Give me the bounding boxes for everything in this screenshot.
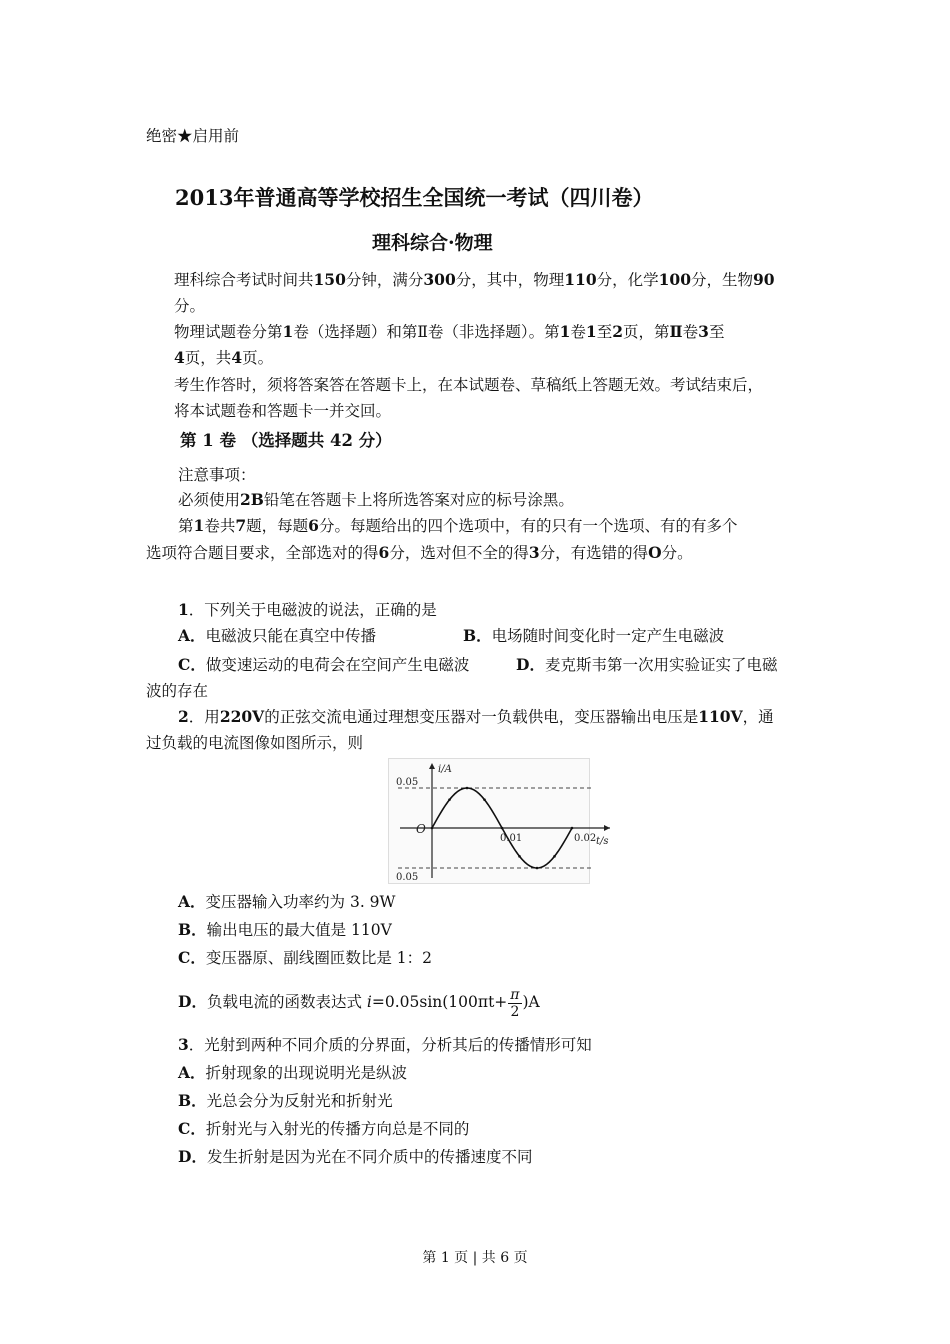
notes-line: 第1卷共7题，每题6分。每题给出的四个选项中，有的只有一个选项、有的有多个 bbox=[178, 516, 738, 535]
notes-header: 注意事项： bbox=[178, 466, 256, 484]
exam-title: 2013年普通高等学校招生全国统一考试（四川卷） bbox=[175, 185, 654, 210]
data-point bbox=[518, 855, 521, 858]
exam-subtitle: 理科综合·物理 bbox=[372, 232, 493, 254]
data-point bbox=[501, 827, 504, 830]
section-header: 第 1 卷 （选择题共 42 分） bbox=[180, 431, 392, 450]
q1-option-b: B．电场随时间变化时一定产生电磁波 bbox=[463, 626, 725, 645]
data-point bbox=[448, 798, 451, 801]
intro-line: 分。 bbox=[174, 297, 206, 315]
question-2-stem-cont: 过负载的电流图像如图所示，则 bbox=[146, 734, 364, 752]
q3-option-c: C．折射光与入射光的传播方向总是不同的 bbox=[178, 1119, 470, 1138]
q1-option-a: A．电磁波只能在真空中传播 bbox=[178, 626, 377, 645]
q2-option-b: B．输出电压的最大值是 110V bbox=[178, 920, 392, 939]
question-3-stem: 3．光射到两种不同介质的分界面，分析其后的传播情形可知 bbox=[178, 1035, 592, 1054]
confidential-mark: 绝密★启用前 bbox=[146, 127, 240, 145]
data-point bbox=[431, 827, 434, 830]
data-point bbox=[483, 798, 486, 801]
intro-line: 考生作答时，须将答案答在答题卡上，在本试题卷、草稿纸上答题无效。考试结束后， bbox=[174, 376, 764, 394]
x-axis-label: t/s bbox=[596, 836, 609, 847]
page-footer: 第 1 页 | 共 6 页 bbox=[422, 1250, 528, 1266]
q3-option-a: A．折射现象的出现说明光是纵波 bbox=[178, 1063, 408, 1082]
q1-option-d-cont: 波的存在 bbox=[146, 682, 209, 700]
x-tick-label: 0.02 bbox=[574, 833, 597, 844]
x-axis-arrow bbox=[604, 825, 610, 831]
intro-line: 理科综合考试时间共150分钟，满分300分，其中，物理110分，化学100分，生物90 bbox=[174, 270, 775, 289]
intro-line: 4页，共4页。 bbox=[174, 348, 274, 367]
q1-option-d: D．麦克斯韦第一次用实验证实了电磁 bbox=[516, 655, 778, 674]
question-2-stem: 2．用220V的正弦交流电通过理想变压器对一负载供电，变压器输出电压是110V，通 bbox=[178, 707, 774, 726]
current-graph bbox=[388, 758, 609, 884]
pi-over-2-fraction: $\frac{\pi}{2}$ bbox=[510, 986, 520, 1020]
y-tick-label-bottom: 0.05 bbox=[396, 872, 419, 883]
data-point bbox=[536, 867, 539, 870]
origin-label: O bbox=[416, 822, 426, 836]
notes-line: 选项符合题目要求，全部选对的得6分，选对但不全的得3分，有选错的得O分。 bbox=[146, 543, 693, 562]
intro-line: 将本试题卷和答题卡一并交回。 bbox=[174, 402, 392, 420]
q2-option-a: A．变压器输入功率约为 3. 9W bbox=[178, 892, 396, 911]
y-tick-label-top: 0.05 bbox=[396, 777, 419, 788]
data-point bbox=[571, 827, 574, 830]
data-point bbox=[466, 787, 469, 790]
q3-option-d: D．发生折射是因为光在不同介质中的传播速度不同 bbox=[178, 1147, 533, 1166]
data-point bbox=[553, 855, 556, 858]
q3-option-b: B．光总会分为反射光和折射光 bbox=[178, 1091, 393, 1110]
y-axis-label: i/A bbox=[438, 764, 452, 775]
graph-frame bbox=[389, 759, 590, 884]
q2-option-d: D．负载电流的函数表达式 i=0.05sin(100πt+ $\frac{\pi}{2}$ )A bbox=[178, 986, 540, 1020]
question-1-stem: 1．下列关于电磁波的说法，正确的是 bbox=[178, 600, 437, 619]
notes-line: 必须使用2B铅笔在答题卡上将所选答案对应的标号涂黑。 bbox=[178, 490, 574, 509]
intro-line: 物理试题卷分第1卷（选择题）和第Ⅱ卷（非选择题）。第1卷1至2页，第Ⅱ卷3至 bbox=[174, 322, 725, 341]
q2-option-c: C．变压器原、副线圈匝数比是 1：2 bbox=[178, 948, 432, 967]
x-tick-label: 0.01 bbox=[500, 833, 523, 844]
q1-option-c: C．做变速运动的电荷会在空间产生电磁波 bbox=[178, 655, 470, 674]
